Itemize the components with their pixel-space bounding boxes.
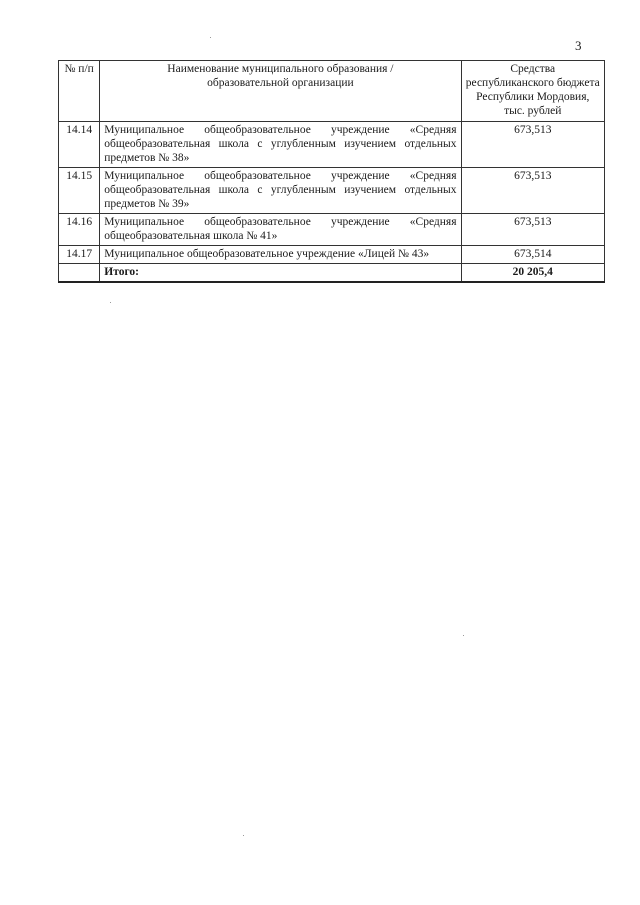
- page-number: 3: [575, 38, 582, 53]
- scan-speck: [463, 635, 464, 636]
- total-label: Итого:: [100, 264, 461, 283]
- header-sum: Средства республиканского бюджета Республики Мордовия, тыс. рублей: [461, 61, 604, 122]
- row-sum: 673,513: [461, 168, 604, 214]
- row-num: 14.14: [59, 122, 100, 168]
- scan-speck: [243, 835, 244, 836]
- table-body: [59, 122, 605, 283]
- row-num: 14.15: [59, 168, 100, 214]
- total-num-empty: [59, 264, 100, 283]
- table-row: [59, 214, 605, 246]
- table-header: [59, 61, 605, 122]
- funding-table: [58, 60, 605, 283]
- row-name: Муниципальное общеобразовательное учреждение «Лицей № 43»: [100, 246, 461, 264]
- row-sum: 673,513: [461, 214, 604, 246]
- row-name: Муниципальное общеобразовательное учреждение «Средняя общеобразовательная школа № 41»: [100, 214, 461, 246]
- table-row: [59, 246, 605, 264]
- header-name: Наименование муниципального образования / образовательной организации: [100, 61, 461, 122]
- row-name: Муниципальное общеобразовательное учреждение «Средняя общеобразовательная школа с углубленным изучением отдельных предметов № 38»: [100, 122, 461, 168]
- row-sum: 673,514: [461, 246, 604, 264]
- total-sum: 20 205,4: [461, 264, 604, 283]
- row-sum: 673,513: [461, 122, 604, 168]
- scan-speck: [210, 37, 211, 38]
- total-row: [59, 264, 605, 283]
- table-row: [59, 122, 605, 168]
- scan-speck: [110, 302, 111, 303]
- header-num: № п/п: [59, 61, 100, 122]
- table-header-row: [59, 61, 605, 122]
- row-num: 14.16: [59, 214, 100, 246]
- table-row: [59, 168, 605, 214]
- row-name: Муниципальное общеобразовательное учреждение «Средняя общеобразовательная школа с углубленным изучением отдельных предметов № 39»: [100, 168, 461, 214]
- row-num: 14.17: [59, 246, 100, 264]
